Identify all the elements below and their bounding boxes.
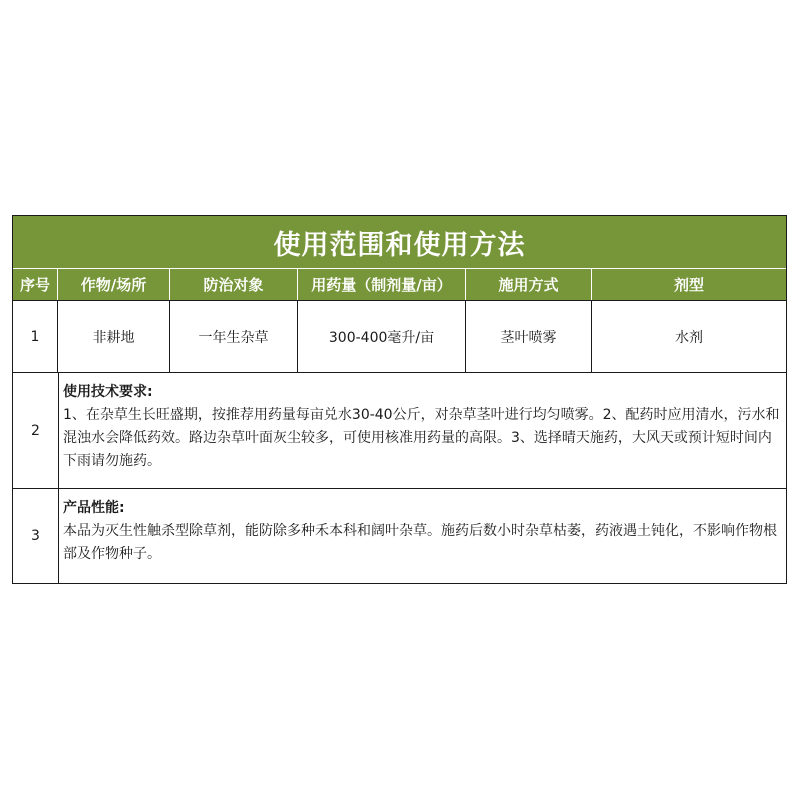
table-title: 使用范围和使用方法 (13, 216, 786, 269)
header-dosage: 用药量（制剂量/亩） (298, 269, 466, 300)
table-row (13, 301, 786, 373)
dosage-cell: 300-400毫升/亩 (298, 301, 466, 372)
formulation-cell: 水剂 (675, 329, 703, 346)
header-crop: 作物/场所 (58, 269, 170, 300)
method-cell: 茎叶喷雾 (466, 301, 592, 372)
product-performance-text (59, 489, 786, 583)
product-performance-title: 产品性能: (63, 500, 125, 516)
usage-requirements-title: 使用技术要求: (63, 384, 153, 400)
header-target: 防治对象 (170, 269, 298, 300)
usage-requirements-text (59, 373, 786, 488)
header-method: 施用方式 (466, 269, 592, 300)
usage-table (12, 215, 787, 584)
row-index: 3 (13, 489, 59, 583)
header-index: 序号 (13, 269, 58, 300)
row-index: 2 (13, 373, 59, 488)
usage-requirements-row (13, 373, 786, 489)
product-performance-body: 本品为灭生性触杀型除草剂，能防除多种禾本科和阔叶杂草。施药后数小时杂草枯萎，药液遇土钝化，不影响作物根部及作物种子。 (63, 523, 777, 562)
row-index: 1 (13, 301, 58, 372)
crop-cell: 非耕地 (58, 301, 170, 372)
table-header-row (13, 269, 786, 301)
target-cell: 一年生杂草 (170, 301, 298, 372)
product-performance-row (13, 489, 786, 583)
usage-requirements-body: 1、在杂草生长旺盛期，按推荐用药量每亩兑水30-40公斤，对杂草茎叶进行均匀喷雾。2、配药时应用清水，污水和混浊水会降低药效。路边杂草叶面灰尘较多，可使用核准用药量的高限。3、选择晴天施药，大风天或预计短时间内下雨请勿施药。 (63, 407, 780, 469)
header-formulation: 剂型 (673, 276, 704, 294)
